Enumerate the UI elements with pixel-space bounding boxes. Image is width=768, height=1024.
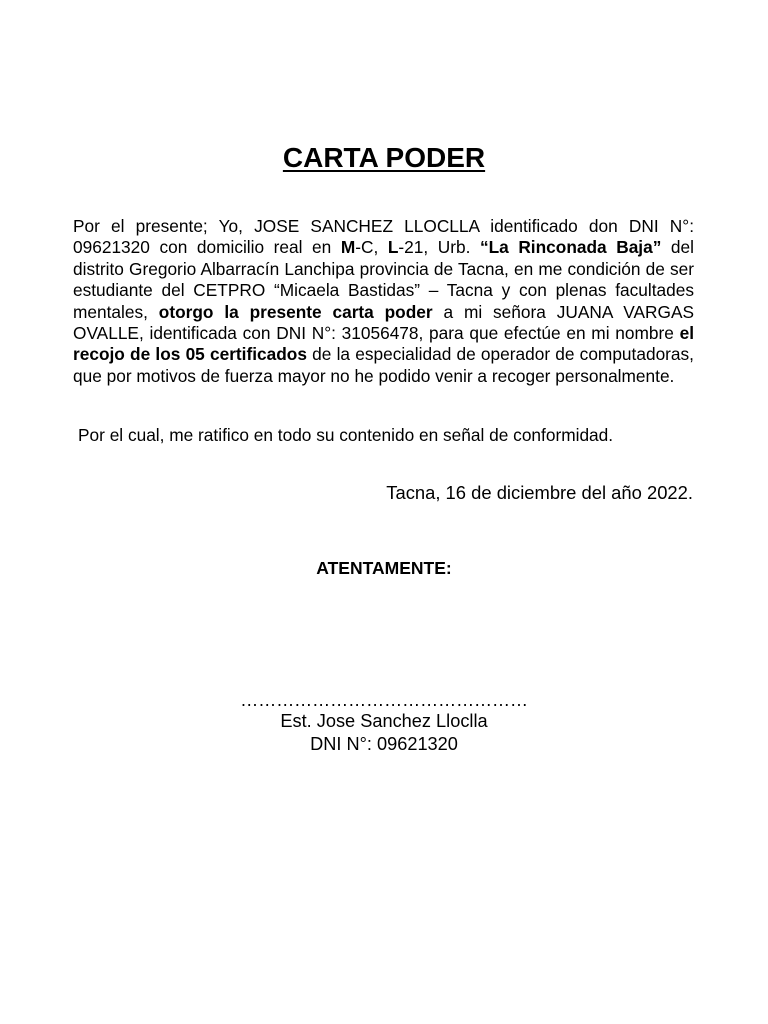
p1-text-4: del distrito Gregorio Albarracín Lanchipa provincia de Tacna, en me condición de ser estudiante del CETPRO “Micaela Bastidas” – Tacna y con plenas facultades mentales,	[73, 237, 694, 322]
p1-bold-certificates: el recojo de los 05 certificados	[73, 323, 694, 365]
p1-text-1: Por el presente; Yo, JOSE SANCHEZ LLOCLLA identificado don DNI N°: 09621320 con domicilio real en	[73, 216, 694, 258]
p1-text-5: a mi señora JUANA VARGAS OVALLE, identificada con DNI N°: 31056478, para que efectúe en mi nombre	[73, 301, 694, 344]
p1-bold-urbanization: “La Rinconada Baja”	[479, 237, 662, 258]
p1-bold-grant: otorgo la presente carta poder	[158, 301, 433, 322]
signature-line: …………………………………………	[240, 690, 528, 710]
p1-bold-block: M	[340, 237, 356, 258]
closing-salutation: ATENTAMENTE:	[316, 558, 452, 578]
p1-bold-lot: L	[387, 237, 399, 258]
p1-text-3: -21, Urb.	[398, 237, 480, 258]
p1-text-6: de la especialidad de operador de computadoras, que por motivos de fuerza mayor no he podido venir a recoger personalmente.	[73, 344, 694, 386]
body-paragraph-2: Por el cual, me ratifico en todo su contenido en señal de conformidad.	[78, 425, 614, 445]
document-title: CARTA PODER	[282, 142, 486, 173]
p1-text-2: -C,	[355, 237, 388, 258]
body-paragraph-1	[73, 216, 694, 387]
signatory-name: Est. Jose Sanchez Llocllа	[280, 711, 488, 731]
date-line: Tacna, 16 de diciembre del año 2022.	[386, 482, 693, 503]
signatory-dni: DNI N°: 09621320	[310, 734, 458, 754]
